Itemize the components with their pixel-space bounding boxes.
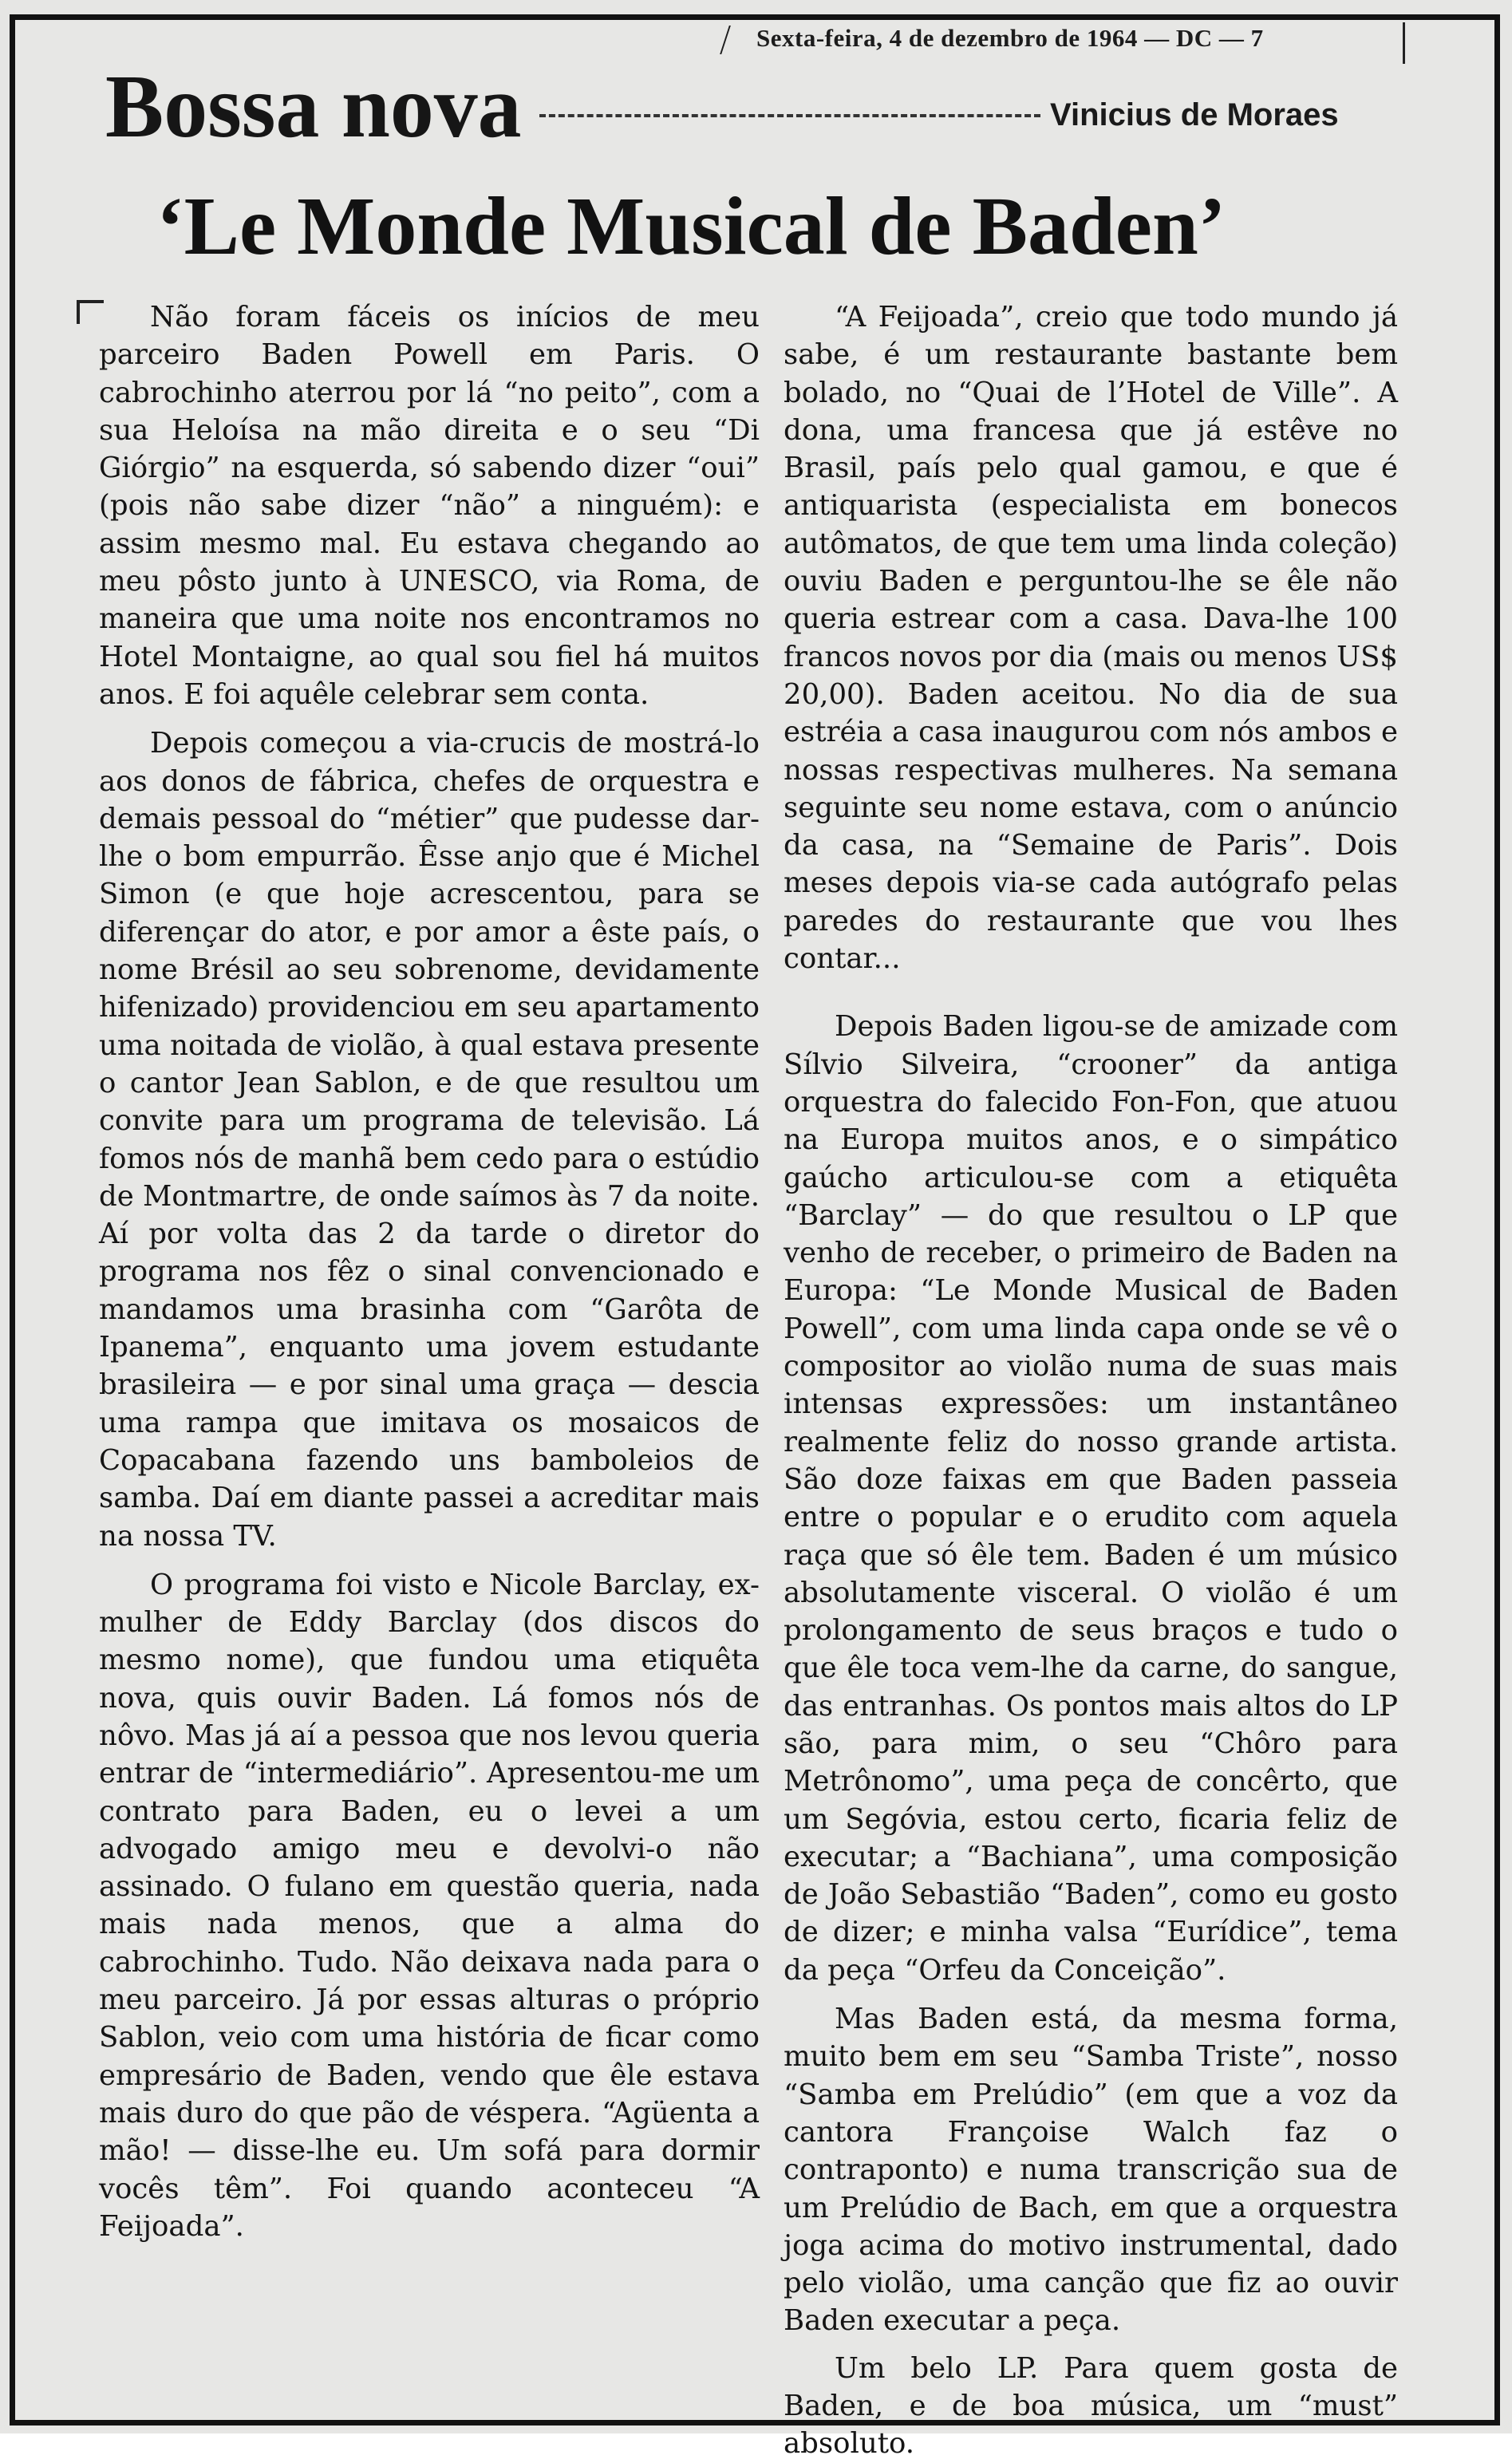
paragraph: Não foram fáceis os inícios de meu parceiro Baden Powell em Paris. O cabrochinho aterrou por lá “no peito”, com a sua Heloísa na mão direita e o seu “Di Giórgio” na esquerda, só sabendo dizer “oui” (pois não sabe dizer “não” a ninguém): e assim mesmo mal. Eu estava chegando ao meu pôsto junto à UNESCO, via Roma, de maneira que uma noite nos encontramos no Hotel Montaigne, ao qual sou fiel há muitos anos. E foi aquêle celebrar sem conta. <box>99 301 760 711</box>
paragraph: O programa foi visto e Nicole Barclay, ex-mulher de Eddy Barclay (dos discos do mesmo nome), que fundou uma etiquêta nova, quis ouvir Baden. Lá fomos nós de nôvo. Mas já aí a pessoa que nos levou queria entrar de “intermediário”. Apresentou-me um contrato para Baden, eu o levei a um advogado amigo meu e devolvi-o não assinado. O fulano em questão queria, nada mais nada menos, que a alma do cabrochinho. Tudo. Não deixava nada para o meu parceiro. Já por essas alturas o próprio Sablon, veio com uma história de ficar como empresário de Baden, vendo que êle estava mais duro do que pão de véspera. “Agüenta a mão! — disse-lhe eu. Um sofá para dormir vocês têm”. Foi quando aconteceu “A Feijoada”. <box>99 1568 760 2243</box>
kicker-dashed-rule <box>539 114 1040 117</box>
paragraph: Depois começou a via-crucis de mostrá-lo aos donos de fábrica, chefes de orquestra e demais pessoal do “métier” que pudesse dar-lhe o bom empurrão. Êsse anjo que é Michel Simon (e que hoje acrescentou, para se diferençar do ator, e por amor a êste país, o nome Brésil ao seu sobrenome, devidamente hifenizado) providenciou em seu apartamento uma noitada de violão, à qual estava presente o cantor Jean Sablon, e de que resultou um convite para um programa de televisão. Lá fomos nós de manhã bem cedo para o estúdio de Montmartre, de onde saímos às 7 da noite. Aí por volta das 2 da tarde o diretor do programa nos fêz o sinal convencionado e mandamos uma brasinha com “Garôta de Ipanema”, enquanto uma jovem estudante brasileira — e por sinal uma graça — descia uma rampa que imitava os mosaicos de Copacabana fazendo uns bamboleios de samba. Daí em diante passei a acreditar mais na nossa TV. <box>99 727 760 1553</box>
paragraph: “A Feijoada”, creio que todo mundo já sabe, é um restaurante bastante bem bolado, no “Quai de l’Hotel de Ville”. A dona, uma francesa que já estêve no Brasil, país pelo qual gamou, e que é antiquarista (especialista em bonecos autômatos, de que tem uma linda coleção) ouviu Baden e perguntou-lhe se êle não queria estrear com a casa. Dava-lhe 100 francos novos por dia (mais ou menos US$ 20,00). Baden aceitou. No dia de sua estréia a casa inaugurou com nós ambos e nossas respectivas mulheres. Na semana seguinte seu nome estava, com o anúncio da casa, na “Semaine de Paris”. Dois meses depois via-se cada autógrafo pelas paredes do restaurante que vou lhes contar... <box>784 301 1398 976</box>
paragraph: Mas Baden está, da mesma forma, muito bem em seu “Samba Triste”, nosso “Samba em Prelúdio” (em que a voz da cantora Françoise Walch faz o contraponto) e numa transcrição sua de um Prelúdio de Bach, em que a orquestra joga acima do motivo instrumental, dado pelo violão, uma canção que fiz ao ouvir Baden executar a peça. <box>784 2003 1398 2338</box>
byline: Vinicius de Moraes <box>1050 97 1339 132</box>
left-column <box>99 298 760 2245</box>
column-rule <box>1403 22 1405 64</box>
paragraph: Um belo LP. Para quem gosta de Baden, e de boa música, um “must” absoluto. <box>784 2351 1398 2461</box>
dateline <box>756 24 1264 53</box>
paragraph: Depois Baden ligou-se de amizade com Sílvio Silveira, “crooner” da antiga orquestra do falecido Fon-Fon, que atuou na Europa muitos anos, e o simpático gaúcho articulou-se com a etiquêta “Barclay” — do que resultou o LP que venho de receber, o primeiro de Baden na Europa: “Le Monde Musical de Baden Powell”, com uma linda capa onde se vê o compositor ao violão numa de suas mais intensas expressões: um instantâneo realmente feliz do nosso grande artista. São doze faixas em que Baden passeia entre o popular e o erudito com aquela raça que só êle tem. Baden é um músico absolutamente visceral. O violão é um prolongamento de seus braços e tudo o que êle toca vem-lhe da carne, do sangue, das entranhas. Os pontos mais altos do LP são, para mim, o seu “Chôro para Metrônomo”, uma peça de concêrto, que um Segóvia, estou certo, ficaria feliz de executar; a “Bachiana”, uma composição de João Sebastião “Baden”, como eu gosto de dizer; e minha valsa “Eurídice”, tema da peça “Orfeu da Conceição”. <box>784 1010 1398 1987</box>
article-headline: ‘Le Monde Musical de Baden’ <box>156 180 1226 272</box>
section-kicker: Bossa nova <box>105 57 522 156</box>
dateline-text: Sexta-feira, 4 de dezembro de 1964 — DC — 7 <box>756 24 1264 52</box>
right-column <box>784 298 1398 2463</box>
